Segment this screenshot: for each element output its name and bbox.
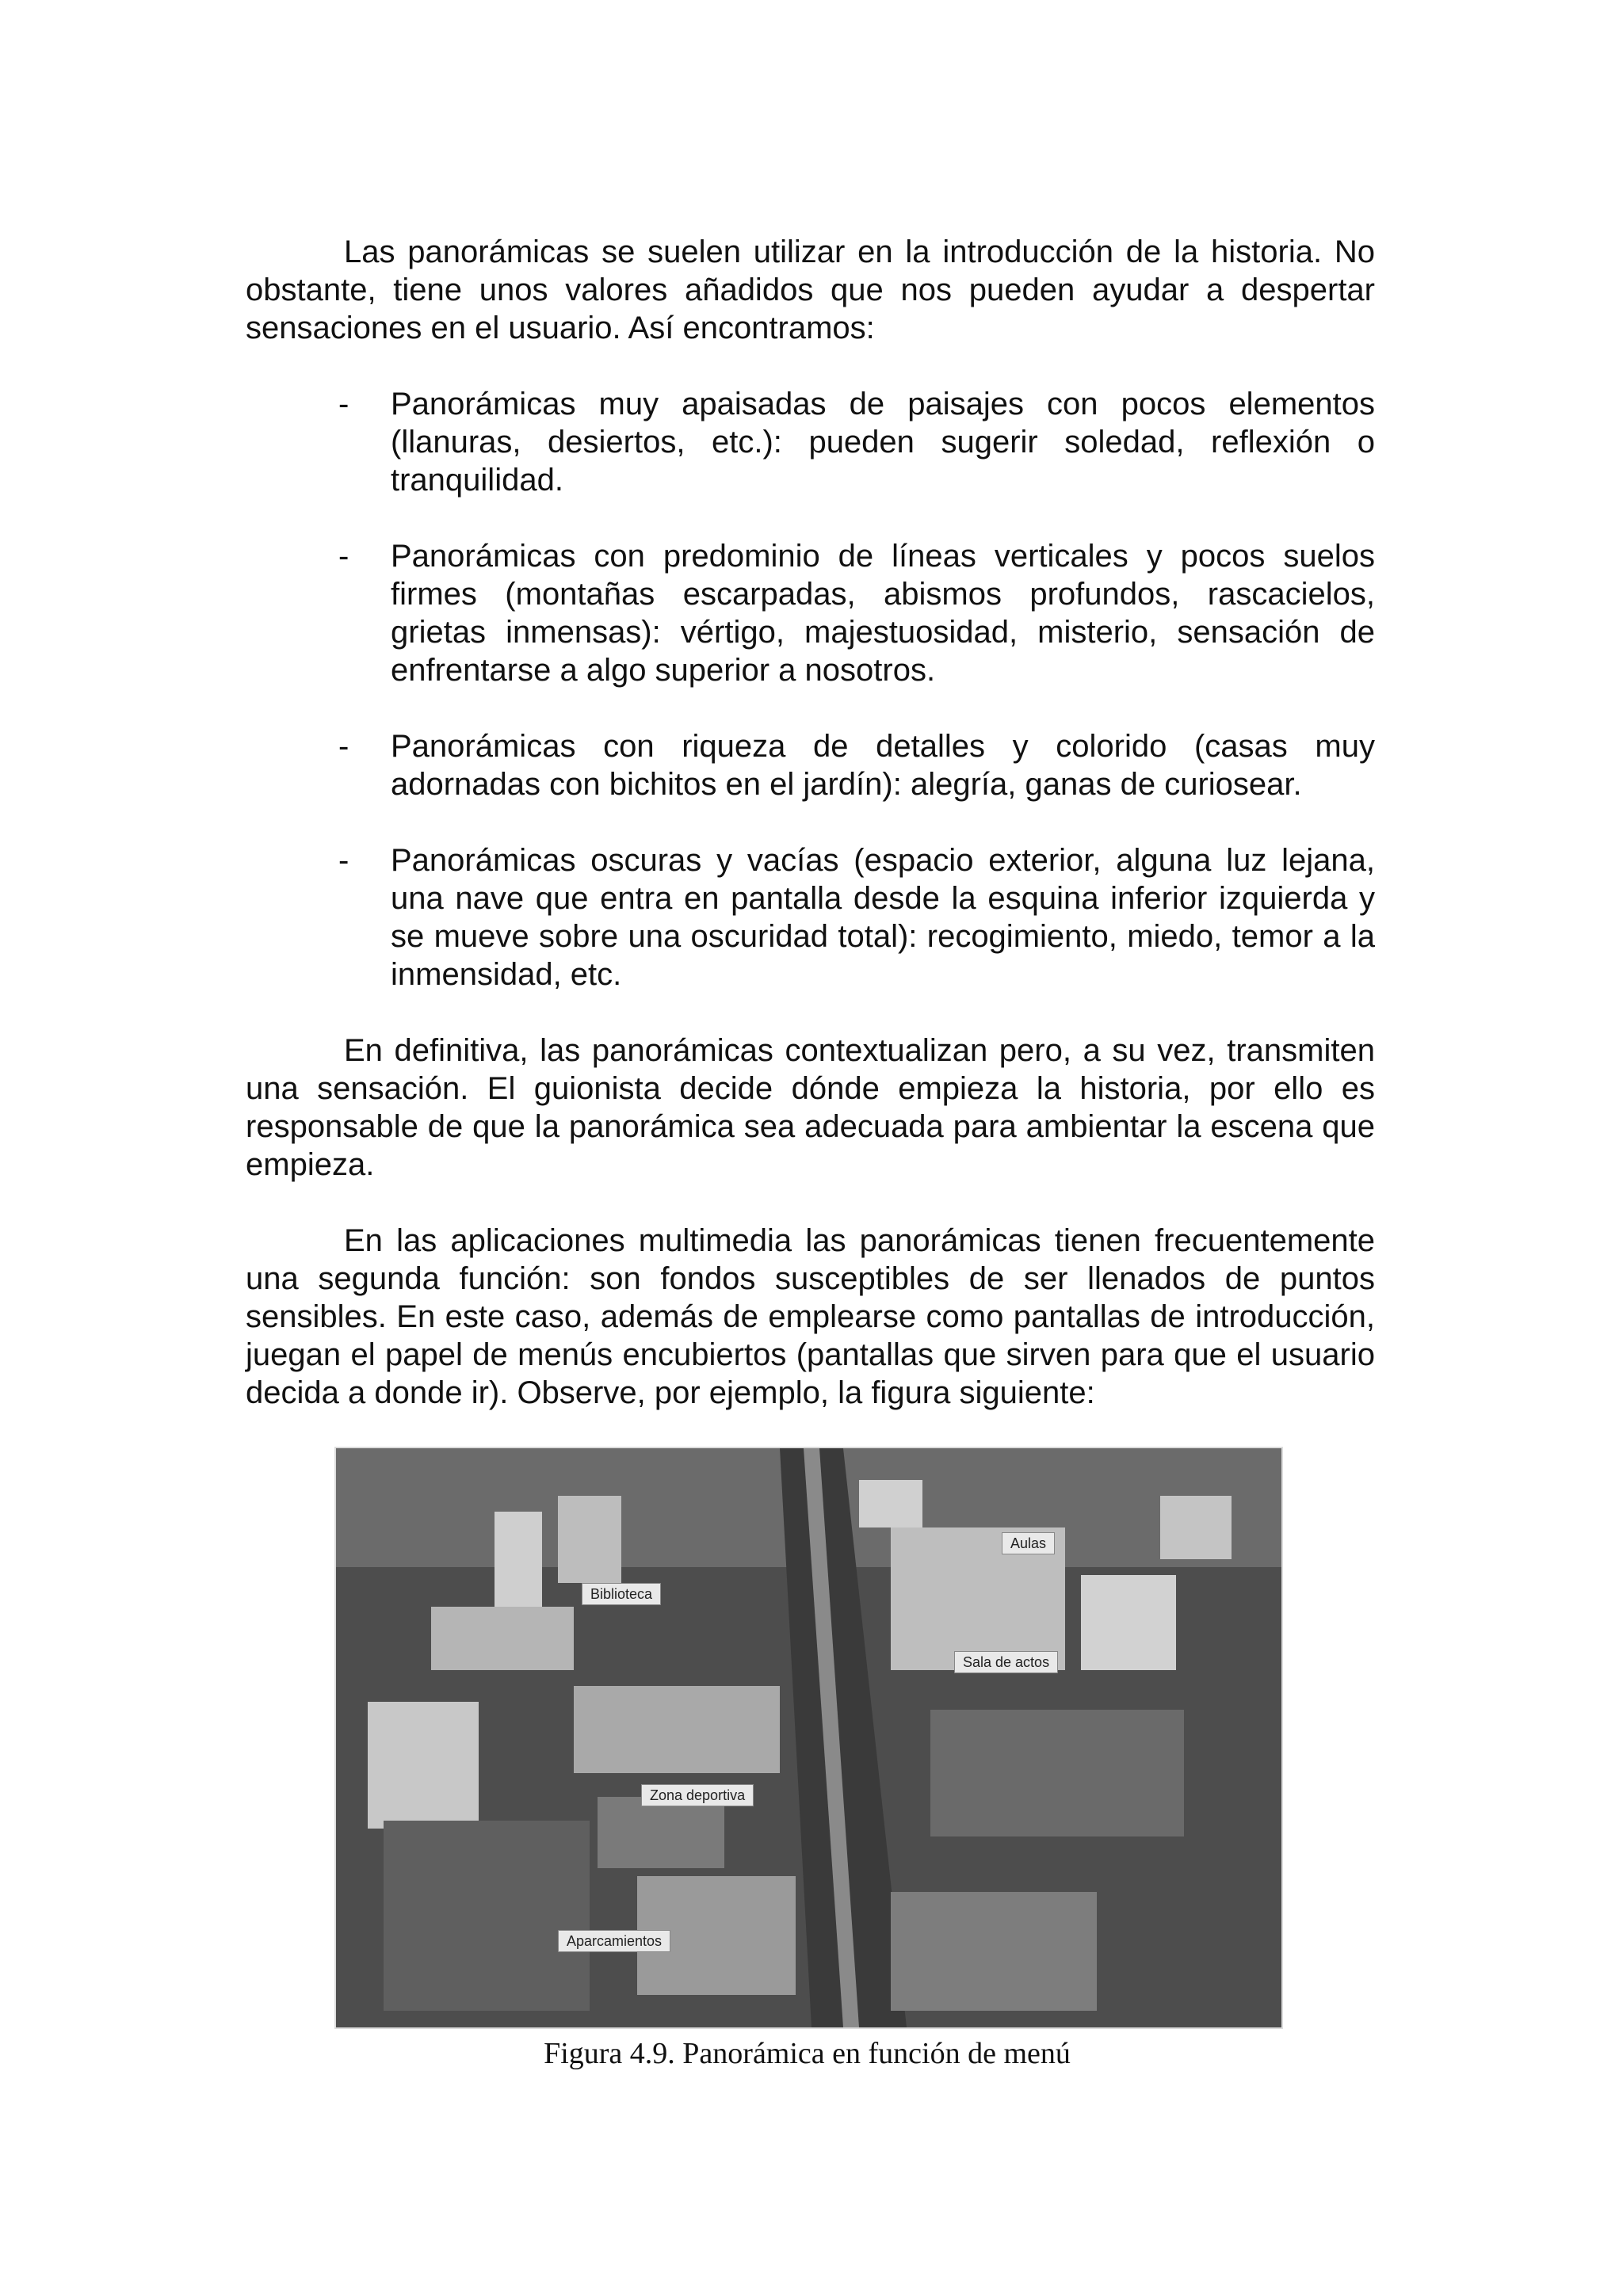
bullet-text: Panorámicas oscuras y vacías (espacio exterior, alguna luz lejana, una nave que entra en pantalla desde la esquina inferior izquierda y se mueve sobre una oscuridad total): recogimiento, miedo, temor a la inmensidad, etc. [391,843,1375,992]
figure-caption: Figura 4.9. Panorámica en función de menú [544,2037,1071,2070]
bullet-dash: - [338,539,349,574]
bullet-item [338,385,1375,499]
bullet-item [338,841,1375,994]
label-biblioteca: Biblioteca [582,1583,661,1605]
label-sala-de-actos: Sala de actos [954,1651,1058,1673]
aerial-photo [336,1448,1281,2027]
paragraph-2: En definitiva, las panorámicas contextualizan pero, a su vez, transmiten una sensación. El guionista decide dónde empieza la historia, por ello es responsable de que la panorámica sea adecuada para ambientar la escena que empieza. [246,1033,1375,1182]
bullet-dash: - [338,387,349,421]
bullet-text: Panorámicas con riqueza de detalles y colorido (casas muy adornadas con bichitos en el jardín): alegría, ganas de curiosear. [391,729,1375,802]
panorama-figure [334,1447,1283,2029]
bullet-item [338,727,1375,803]
bullet-item [338,537,1375,689]
label-aulas: Aulas [1002,1532,1055,1554]
bullet-dash: - [338,843,349,878]
intro-paragraph: Las panorámicas se suelen utilizar en la introducción de la historia. No obstante, tiene unos valores añadidos que nos pueden ayudar a despertar sensaciones en el usuario. Así encontramos: [246,235,1375,345]
label-zona-deportiva: Zona deportiva [641,1784,754,1806]
bullet-text: Panorámicas muy apaisadas de paisajes con pocos elementos (llanuras, desiertos, etc.): pueden sugerir soledad, reflexión o tranquilidad. [391,387,1375,498]
bullet-text: Panorámicas con predominio de líneas verticales y pocos suelos firmes (montañas escarpadas, abismos profundos, rascacielos, grietas inmensas): vértigo, majestuosidad, misterio, sensación de enfrentarse a algo superior a nosotros. [391,539,1375,688]
bullet-dash: - [338,729,349,764]
label-aparcamientos: Aparcamientos [558,1930,670,1952]
paragraph-3: En las aplicaciones multimedia las panorámicas tienen frecuentemente una segunda función: son fondos susceptibles de ser llenados de puntos sensibles. En este caso, además de emplearse como pantallas de introducción, juegan el papel de menús encubiertos (pantallas que sirven para que el usuario decida a donde ir). Observe, por ejemplo, la figura siguiente: [246,1223,1375,1410]
